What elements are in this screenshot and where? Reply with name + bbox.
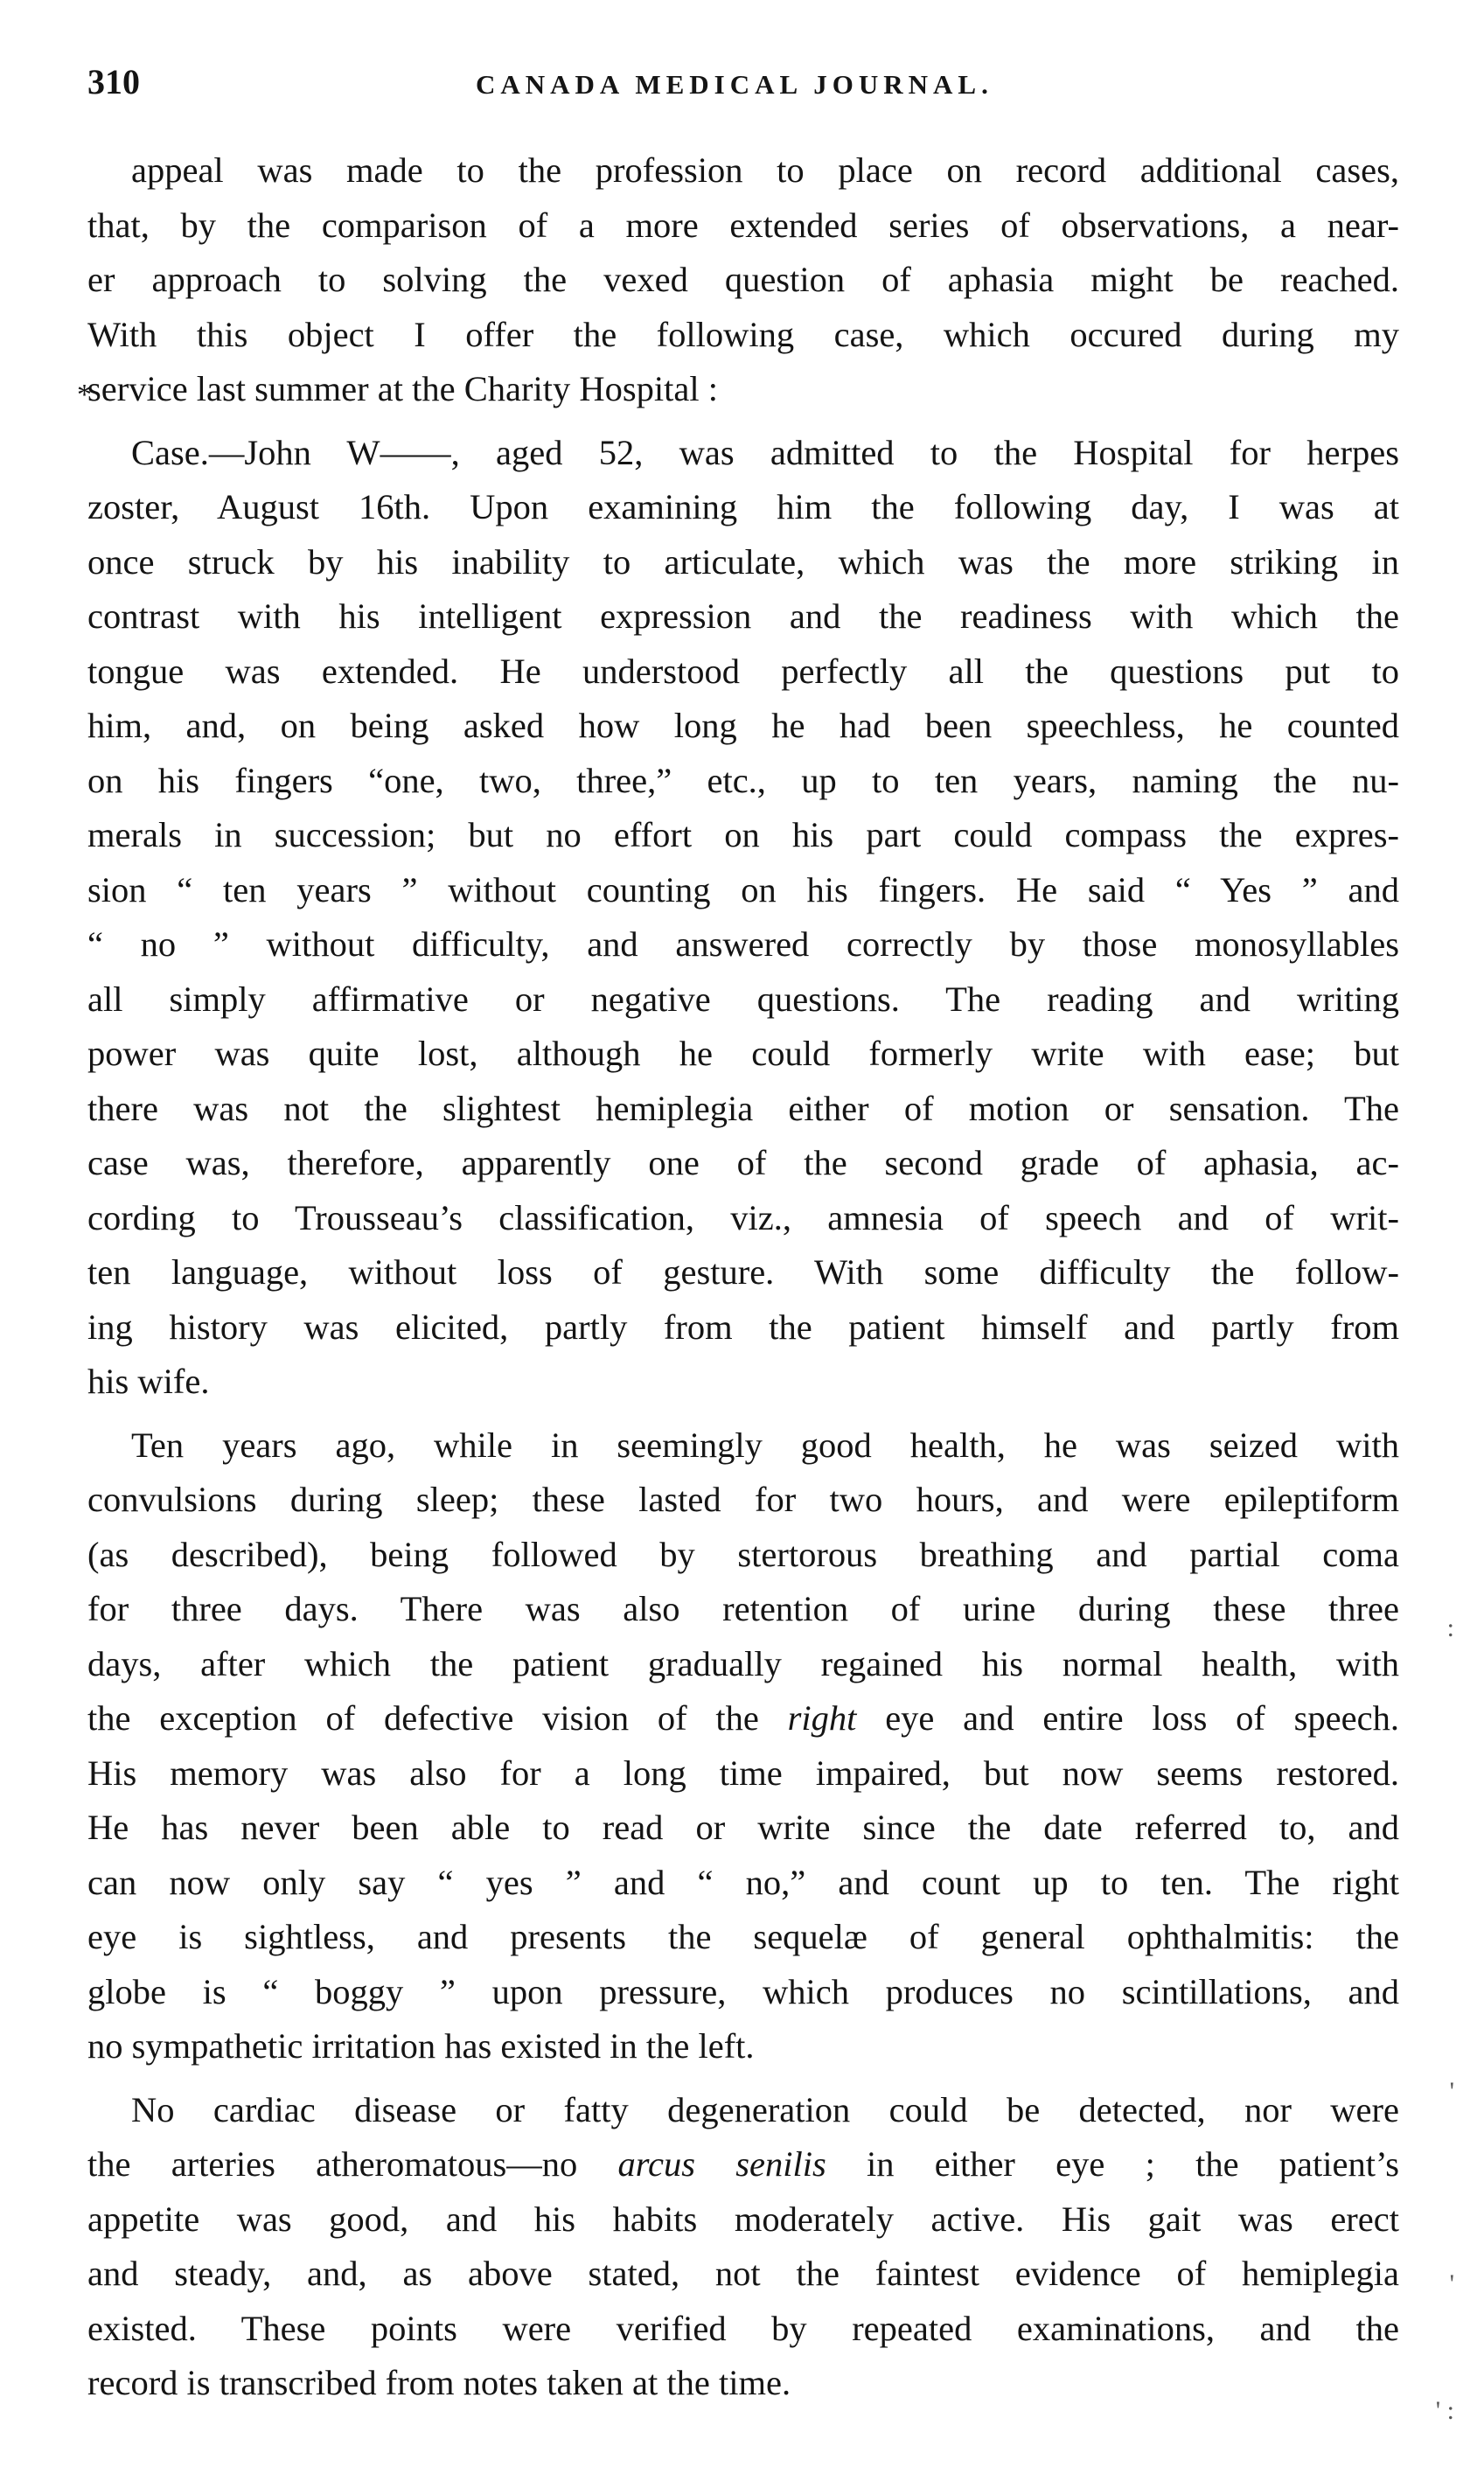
running-header [87, 61, 1399, 131]
text-line: eye is sightless, and presents the sequelæ of general ophthalmitis: the [87, 1917, 1399, 1956]
text-line: on his fingers “one, two, three,” etc., up to ten years, naming the nu- [87, 760, 1399, 800]
paragraph [87, 1418, 1399, 2074]
text-line: “ no ” without difficulty, and answered correctly by those monosyllables [87, 924, 1399, 964]
page-number: 310 [87, 62, 140, 101]
stray-margin-mark: ' [1449, 2269, 1454, 2298]
text-line: His memory was also for a long time impaired, but now seems restored. [87, 1753, 1399, 1793]
text-line: He has never been able to read or write since the date referred to, and [87, 1808, 1399, 1847]
stray-margin-mark: ' : [1435, 2396, 1454, 2425]
text-line: his wife. [87, 1362, 210, 1401]
text-line: him, and, on being asked how long he had been speechless, he counted [87, 706, 1399, 745]
stray-margin-mark: : [1446, 1613, 1454, 1642]
text-line: sion “ ten years ” without counting on his fingers. He said “ Yes ” and [87, 869, 1399, 909]
text-line: No cardiac disease or fatty degeneration could be detected, nor were [131, 2089, 1399, 2129]
text-line: ten language, without loss of gesture. With some difficulty the follow- [87, 1252, 1399, 1292]
text-line: appetite was good, and his habits moderately active. His gait was erect [87, 2199, 1399, 2239]
text-line: service last summer at the Charity Hospital : [87, 369, 718, 408]
text-line: and steady, and, as above stated, not the faintest evidence of hemiplegia [87, 2254, 1399, 2293]
paragraph [87, 143, 1399, 417]
text-line: for three days. There was also retention of urine during these three [87, 1589, 1399, 1628]
text-line: (as described), being followed by stertorous breathing and partial coma [87, 1534, 1399, 1574]
text-line: zoster, August 16th. Upon examining him the following day, I was at [87, 487, 1399, 526]
stray-margin-mark: ' [1449, 2077, 1454, 2106]
text-line: days, after which the patient gradually regained his normal health, with [87, 1643, 1399, 1683]
text-line: existed. These points were verified by repeated examinations, and the [87, 2308, 1399, 2348]
page [87, 61, 1399, 2420]
text-line: ing history was elicited, partly from the patient himself and partly from [87, 1307, 1399, 1347]
text-line: all simply affirmative or negative questions. The reading and writing [87, 979, 1399, 1019]
text-line: record is transcribed from notes taken at the time. [87, 2363, 791, 2402]
text-line: case was, therefore, apparently one of the second grade of aphasia, ac- [87, 1143, 1399, 1182]
text-line: Case.—John W——, aged 52, was admitted to the Hospital for herpes [131, 432, 1399, 472]
margin-asterisk: * [77, 379, 92, 411]
text-line: er approach to solving the vexed question of aphasia might be reached. [87, 260, 1399, 299]
text-line: once struck by his inability to articulate, which was the more striking in [87, 541, 1399, 582]
text-line: power was quite lost, although he could formerly write with ease; but [87, 1034, 1399, 1073]
text-line: globe is “ boggy ” upon pressure, which produces no scintillations, and [87, 1971, 1399, 2011]
body-text [87, 143, 1399, 2411]
text-line: that, by the comparison of a more extended series of observations, a near- [87, 205, 1399, 245]
paragraph [87, 2083, 1399, 2411]
text-line: convulsions during sleep; these lasted for two hours, and were epileptiform [87, 1480, 1399, 1519]
text-line: tongue was extended. He understood perfectly all the questions put to [87, 651, 1399, 691]
text-line: no sympathetic irritation has existed in the left. [87, 2026, 755, 2066]
text-line: the exception of defective vision of the right eye and entire loss of speech. [87, 1698, 1399, 1738]
text-line: there was not the slightest hemiplegia either of motion or sensation. The [87, 1088, 1399, 1128]
text-line: Ten years ago, while in seemingly good health, he was seized with [131, 1425, 1399, 1465]
journal-title: CANADA MEDICAL JOURNAL. [476, 69, 993, 100]
text-line: With this object I offer the following case, which occured during my [87, 314, 1399, 354]
text-line: contrast with his intelligent expression and the readiness with which the [87, 596, 1399, 636]
text-line: merals in succession; but no effort on his part could compass the expres- [87, 815, 1399, 854]
text-line: appeal was made to the profession to place on record additional cases, [131, 150, 1399, 190]
text-line: cording to Trousseau’s classification, viz., amnesia of speech and of writ- [87, 1197, 1399, 1237]
text-line: can now only say “ yes ” and “ no,” and count up to ten. The right [87, 1862, 1399, 1902]
paragraph [87, 426, 1399, 1410]
text-line: the arteries atheromatous—no arcus senilis in either eye ; the patient’s [87, 2144, 1400, 2184]
